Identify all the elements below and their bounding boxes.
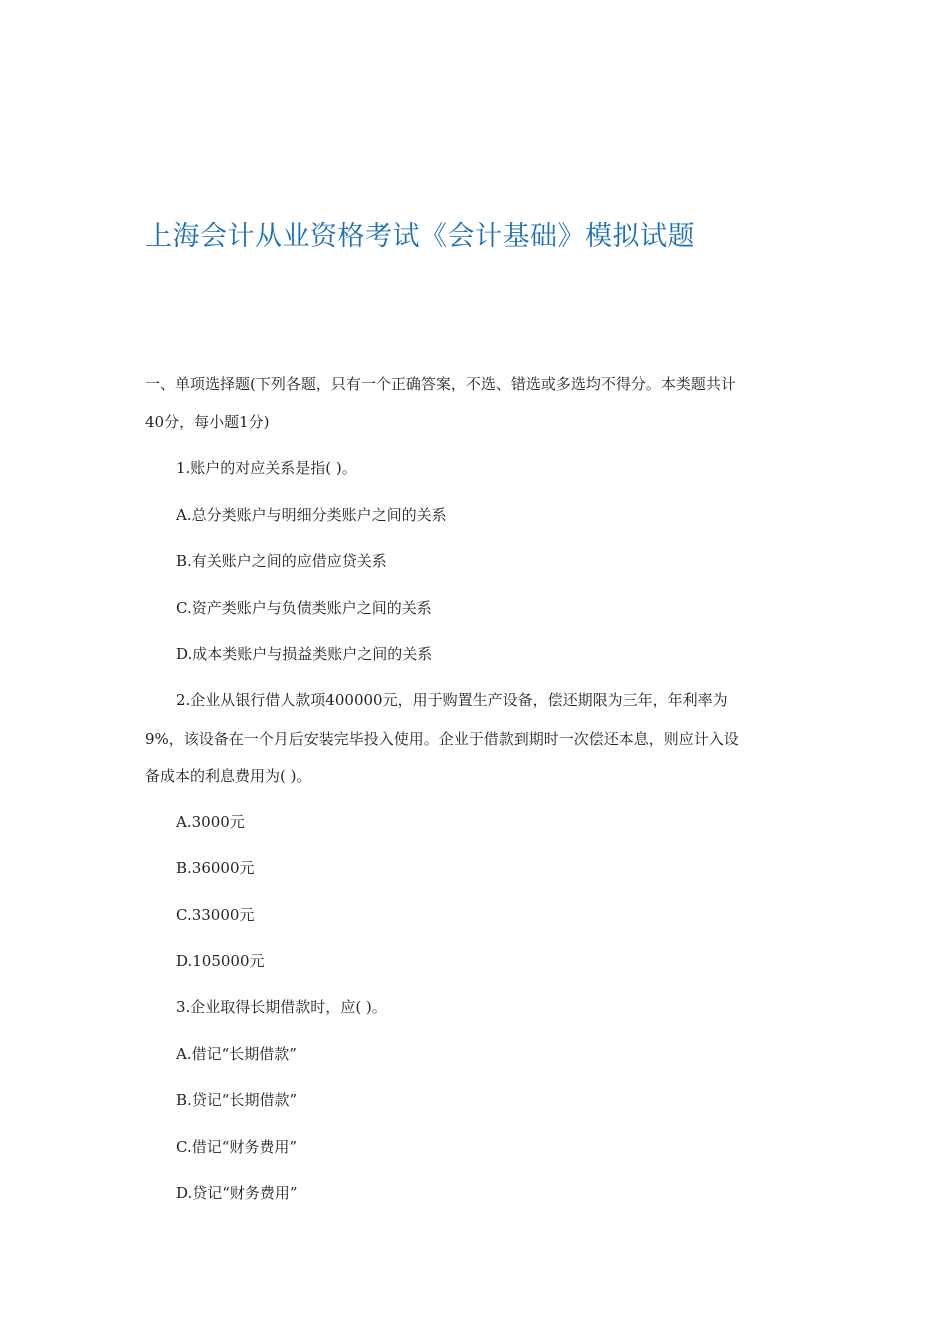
question-1-stem: 1.账户的对应关系是指( )。 bbox=[176, 459, 357, 477]
question-2-option-b: B.36000元 bbox=[176, 859, 255, 877]
document-title: 上海会计从业资格考试《会计基础》模拟试题 bbox=[145, 221, 695, 252]
section-heading-line-1: 一、单项选择题(下列各题，只有一个正确答案，不选、错选或多选均不得分。本类题共计 bbox=[145, 375, 736, 393]
question-3-option-c: C.借记“财务费用” bbox=[176, 1138, 298, 1156]
question-3-option-b: B.贷记“长期借款” bbox=[176, 1091, 298, 1109]
question-3-option-d: D.贷记“财务费用” bbox=[176, 1184, 298, 1202]
question-2-stem-line-2: 9%，该设备在一个月后安装完毕投入使用。企业于借款到期时一次偿还本息，则应计入设 bbox=[145, 730, 739, 748]
question-1-option-a: A.总分类账户与明细分类账户之间的关系 bbox=[176, 506, 447, 524]
question-3-stem: 3.企业取得长期借款时，应( )。 bbox=[176, 998, 387, 1016]
question-3-option-a: A.借记“长期借款” bbox=[176, 1045, 297, 1063]
question-2-stem-line-3: 备成本的利息费用为( )。 bbox=[145, 767, 312, 785]
question-1-option-b: B.有关账户之间的应借应贷关系 bbox=[176, 552, 387, 570]
section-heading-line-2: 40分，每小题1分) bbox=[145, 413, 270, 431]
question-2-option-a: A.3000元 bbox=[176, 813, 245, 831]
question-1-option-d: D.成本类账户与损益类账户之间的关系 bbox=[176, 645, 433, 663]
question-1-option-c: C.资产类账户与负债类账户之间的关系 bbox=[176, 599, 432, 617]
question-2-stem-line-1: 2.企业从银行借人款项400000元，用于购置生产设备，偿还期限为三年，年利率为 bbox=[176, 691, 728, 709]
question-2-option-d: D.105000元 bbox=[176, 952, 265, 970]
question-2-option-c: C.33000元 bbox=[176, 906, 255, 924]
